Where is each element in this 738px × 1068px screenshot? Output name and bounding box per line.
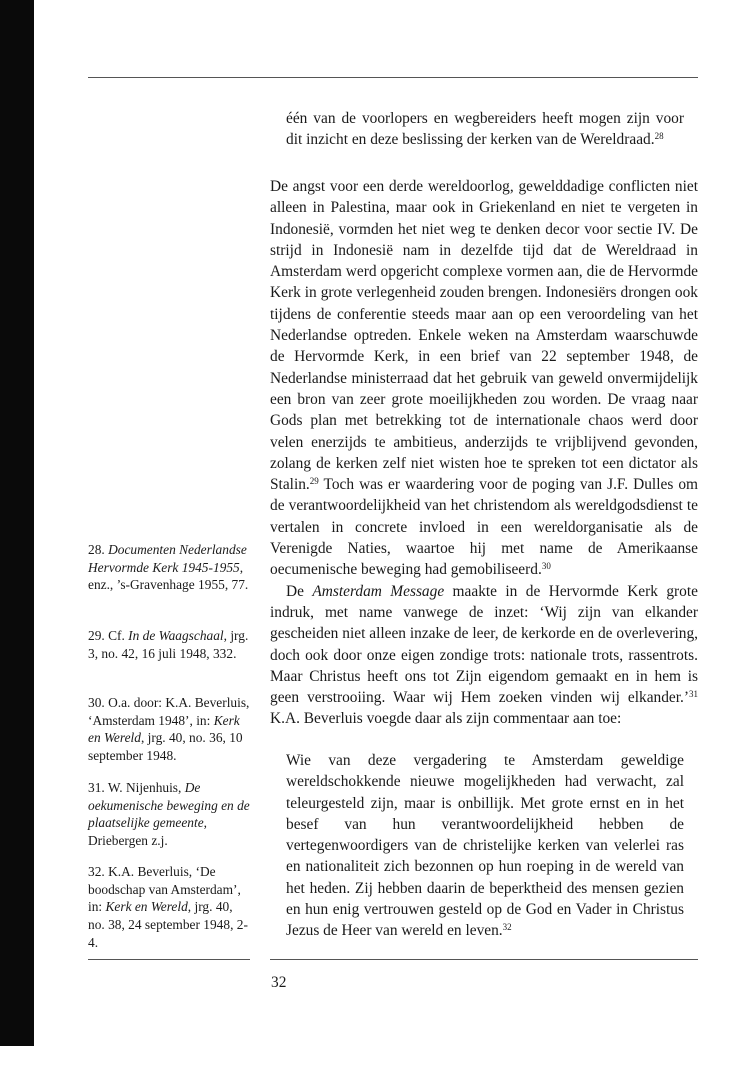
top-rule <box>88 77 698 78</box>
paragraph-2-text-c: K.A. Beverluis voegde daar als zijn commentaar aan toe: <box>270 710 622 728</box>
paragraph-1-text-a: De angst voor een derde wereldoorlog, gewelddadige conflicten niet alleen in Palestina, maar ook in Griekenland en niet te vergeten in Indonesië, vormden het niet weg te denken decor voor sectie IV. De strijd in Indonesië nam in dezelfde tijd dat de Wereldraad in Amsterdam werd opgericht complexe vormen aan, die de Hervormde Kerk in grote verlegenheid zouden brengen. Indonesiërs drongen ook tijdens de conferentie steeds maar aan op een veroordeling van het Nederlandse optreden. Enkele weken na Amsterdam waarschuwde de Hervormde Kerk, in een brief van 22 september 1948, de Nederlandse ministerraad dat het gebruik van geweld onvermijdelijk een bron van zeer grote moeilijkheden zou worden. De vraag naar Gods plan met betrekking tot de internationale chaos werd door velen enerzijds te ambitieus, anderzijds te vrijblijvend gevonden, zolang de kerken zelf niet wisten hoe te spreken tot een dictator als Stalin. <box>270 178 698 494</box>
block-quote-top <box>286 108 684 151</box>
footnote-30: 30. O.a. door: K.A. Beverluis, ‘Amsterdam 1948’, in: Kerk en Wereld, jrg. 40, no. 36, 10 september 1948. <box>88 695 250 764</box>
footnote-ref-32: 32 <box>502 922 512 933</box>
paragraph-2-text-b: maakte in de Hervormde Kerk grote indruk, met name vanwege de inzet: ‘Wij zijn van elkander gescheiden niet alleen inzake de leer, de kerkorde en de overlevering, doch ook door onze eigen zondige trots: nationale trots, rassentrots. Maar Christus heeft ons tot Zijn eigendom gemaakt en in hem is geen verstrooiing. Waar wij Hem zoeken vinden wij elkander.’ <box>270 582 698 707</box>
footnote-ref-29: 29 <box>309 476 319 487</box>
footnote-bottom-rule <box>88 959 250 960</box>
quote-top-text: één van de voorlopers en wegbereiders heeft mogen zijn voor dit inzicht en deze beslissing der kerken van de Wereldraad. <box>286 110 684 149</box>
body-text <box>270 176 698 730</box>
quote-bottom-text: Wie van deze vergadering te Amsterdam geweldige wereldschokkende nieuwe mogelijkheden had verwacht, zal teleurgesteld zijn, maar is onbillijk. Met grote ernst en in het besef van hun verantwoordelijkheid hebben de vertegenwoordigers van de christelijke kerken van velerlei ras en nationaliteit zich bezonnen op hun roeping in de wereld van het heden. Zij hebben daarin de beperktheid des mensen gezien en hun enig vertrouwen gesteld op de God en Vader in Christus Jezus de Heer van wereld en leven. <box>286 752 684 940</box>
page-number: 32 <box>271 974 287 991</box>
footnote-ref-28: 28 <box>654 131 664 142</box>
paragraph-1 <box>270 176 698 581</box>
scan-binding-edge <box>0 0 34 1046</box>
footnote-28: 28. Documenten Nederlandse Hervormde Kerk 1945-1955, enz., ’s-Gravenhage 1955, 77. <box>88 542 249 593</box>
footnote-ref-30: 30 <box>541 561 551 572</box>
paragraph-2 <box>270 581 698 730</box>
paragraph-1-text-b: Toch was er waardering voor de poging van J.F. Dulles om de verantwoordelijkheid van het christendom als wereldgodsdienst te vertalen in concrete invloed in een wereldorganisatie als de Verenigde Naties, waartoe hij met name de Amerikaanse oecumenische beweging had gemobiliseerd. <box>270 476 698 579</box>
amsterdam-message-title: Amsterdam Message <box>312 582 445 600</box>
footnote-31: 31. W. Nijenhuis, De oekumenische beweging en de plaatselijke gemeente, Driebergen z.j. <box>88 780 250 849</box>
block-quote-bottom <box>286 750 684 942</box>
footnote-29: 29. Cf. In de Waagschaal, jrg. 3, no. 42, 16 juli 1948, 332. <box>88 628 249 661</box>
footnote-32: 32. K.A. Beverluis, ‘De boodschap van Amsterdam’, in: Kerk en Wereld, jrg. 40, no. 38, 24 september 1948, 2-4. <box>88 864 248 950</box>
paragraph-2-text-a: De <box>286 582 313 600</box>
main-bottom-rule <box>270 959 698 960</box>
footnote-ref-31: 31 <box>689 689 698 700</box>
